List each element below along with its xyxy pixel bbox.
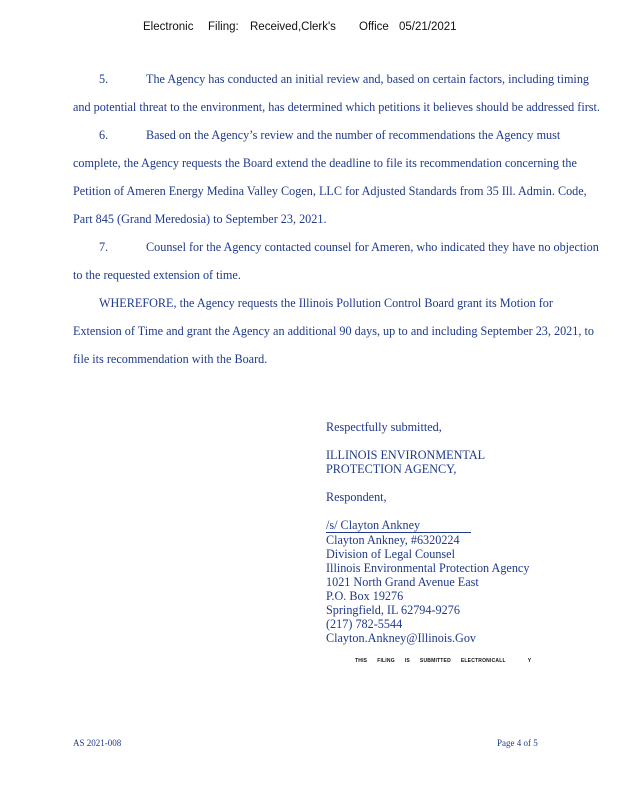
organization-line-2: PROTECTION AGENCY, (326, 462, 457, 476)
division: Division of Legal Counsel (326, 547, 455, 561)
wherefore-text: WHEREFORE, the Agency requests the Illinois Pollution Control Board grant its Motion for Extension of Time and grant the Agency an additional 90 days, up to and including September 23, 2021, to file its recommendation with the Board. (73, 296, 594, 366)
header-date: 05/21/2021 (399, 21, 457, 33)
agency-name: Illinois Environmental Protection Agency (326, 561, 530, 575)
efiling-word: SUBMITTED (419, 658, 451, 664)
page-number: Page 4 of 5 (497, 738, 538, 748)
po-box: P.O. Box 19276 (326, 589, 404, 603)
city-state-zip: Springfield, IL 62794-9276 (326, 603, 460, 617)
efiling-word: IS (404, 658, 410, 664)
email-address: Clayton.Ankney@Illinois.Gov (326, 631, 477, 645)
organization-line-1: ILLINOIS ENVIRONMENTAL (326, 448, 486, 462)
paragraph-5 (73, 65, 603, 121)
paragraph-text: Based on the Agency’s review and the number of recommendations the Agency must complete, the Agency requests the Board extend the deadline to file its recommendation concerning the Petition of Ameren Energy Medina Valley Cogen, LLC for Adjusted Standards from 35 Ill. Admin. Code, Part 845 (Grand Meredosia) to September 23, 2021. (73, 128, 587, 226)
paragraph-number: 7. (99, 240, 109, 254)
case-number: AS 2021-008 (73, 738, 122, 748)
wherefore-paragraph (73, 289, 603, 373)
header-office: Office (359, 21, 389, 33)
header-electronic: Electronic (143, 21, 194, 33)
header-received: Received,Clerk's (250, 21, 336, 33)
signature-block (326, 420, 529, 645)
street-address: 1021 North Grand Avenue East (326, 575, 479, 589)
role: Respondent, (326, 490, 387, 504)
header-filing: Filing: (208, 21, 239, 33)
document-body (73, 65, 603, 373)
paragraph-text: The Agency has conducted an initial review and, based on certain factors, including timing and potential threat to the environment, has determined which petitions it believes should be addressed first. (73, 72, 600, 114)
paragraph-text: Counsel for the Agency contacted counsel for Ameren, who indicated they have no objection to the requested extension of time. (73, 240, 599, 282)
closing: Respectfully submitted, (326, 420, 442, 434)
paragraph-number: 5. (99, 72, 109, 86)
efiling-word: FILING (377, 658, 395, 664)
efiling-word: ELECTRONICALL (460, 658, 506, 664)
phone-number: (217) 782-5544 (326, 617, 403, 631)
efiling-word: Y (527, 658, 532, 664)
electronic-signature: /s/ Clayton Ankney (326, 518, 471, 533)
attorney-name: Clayton Ankney, #6320224 (326, 533, 460, 547)
paragraph-number: 6. (99, 128, 109, 142)
efiling-notice (355, 658, 541, 664)
paragraph-6 (73, 121, 603, 233)
efiling-word: THIS (355, 658, 368, 664)
paragraph-7 (73, 233, 603, 289)
